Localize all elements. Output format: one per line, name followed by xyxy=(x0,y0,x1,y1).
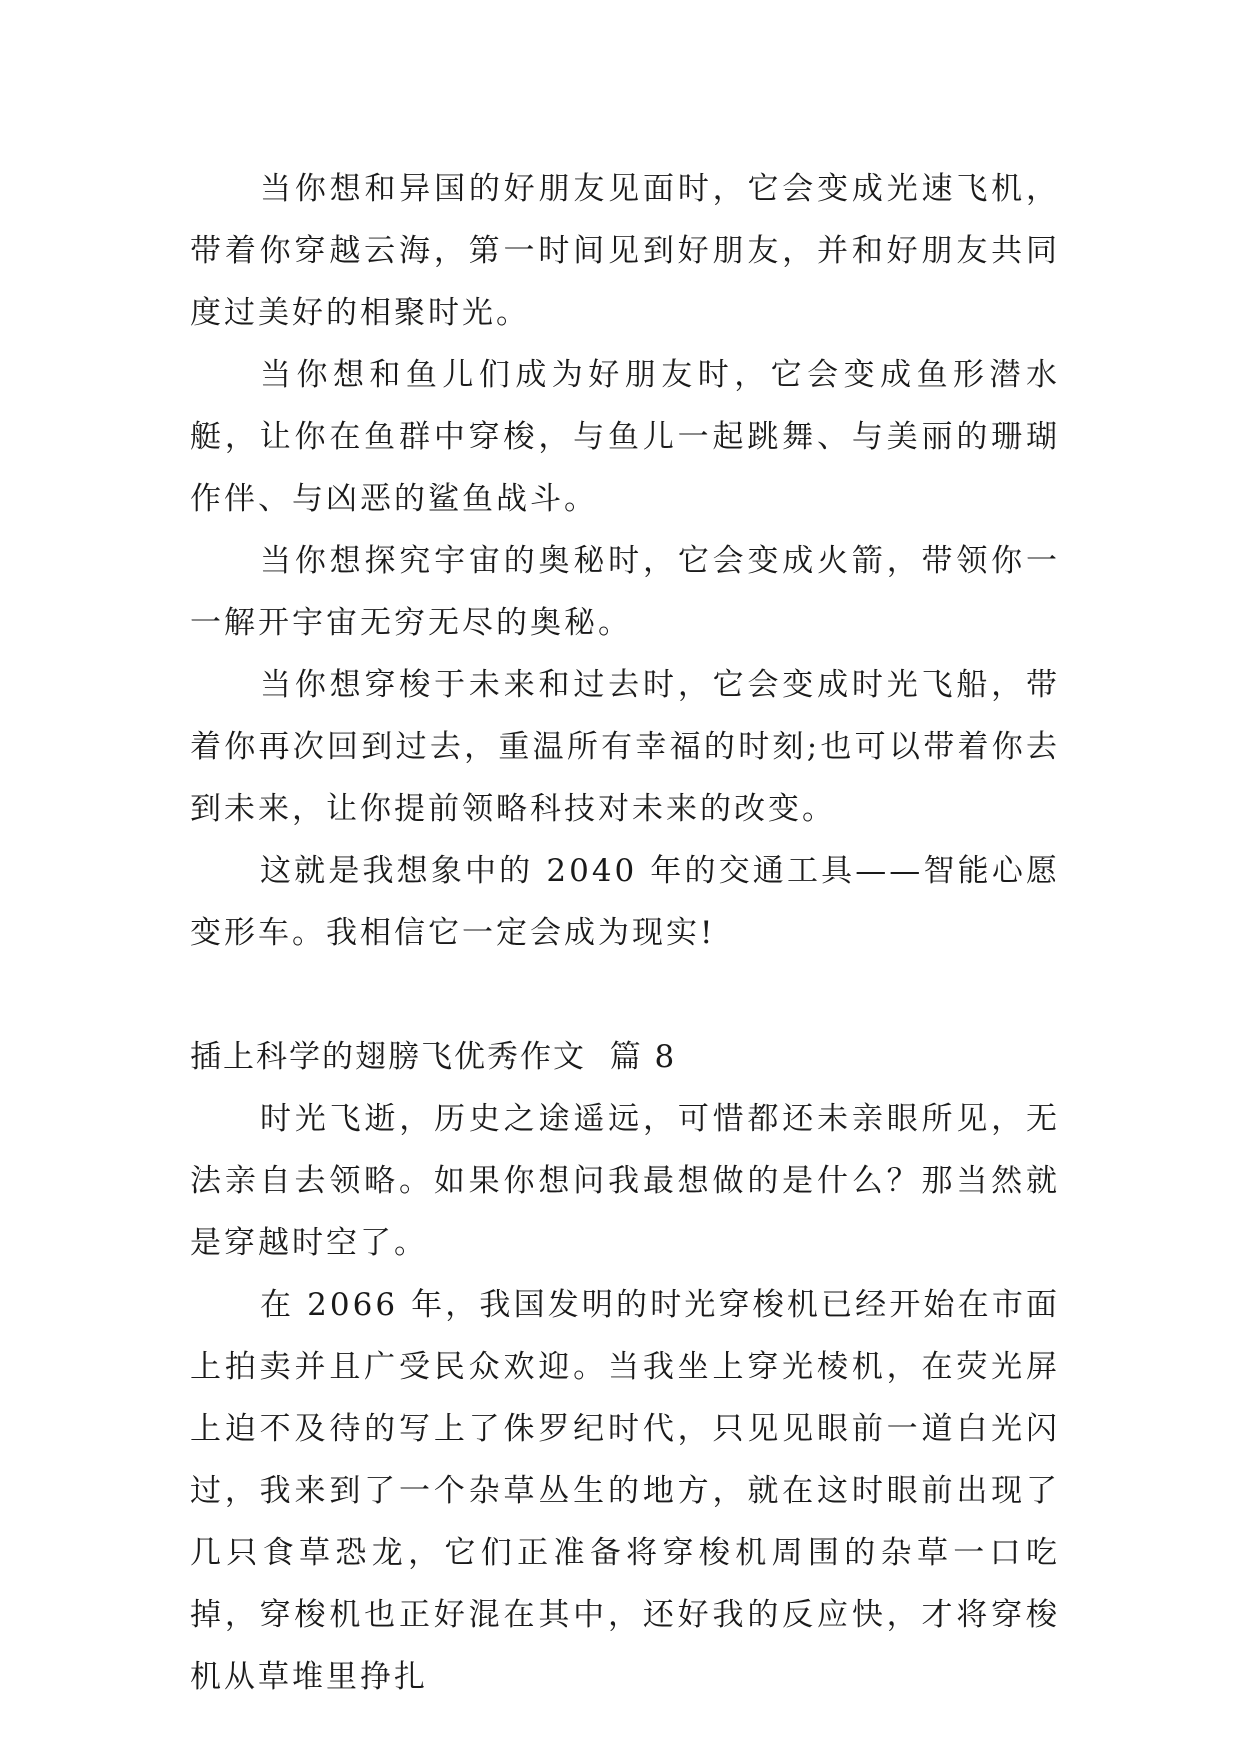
paragraph-conclusion: 这就是我想象中的 2040 年的交通工具——智能心愿变形车。我相信它一定会成为现实! xyxy=(190,853,1060,951)
paragraph-flying-plane: 当你想和异国的好朋友见面时，它会变成光速飞机，带着你穿越云海，第一时间见到好朋友，并和好朋友共同度过美好的相聚时光。 xyxy=(190,171,1060,331)
paragraph-time-ship: 当你想穿梭于未来和过去时，它会变成时光飞船，带着你再次回到过去，重温所有幸福的时刻;也可以带着你去到未来，让你提前领略科技对未来的改变。 xyxy=(190,667,1060,827)
paragraph-submarine: 当你想和鱼儿们成为好朋友时，它会变成鱼形潜水艇，让你在鱼群中穿梭，与鱼儿一起跳舞、与美丽的珊瑚作伴、与凶恶的鲨鱼战斗。 xyxy=(190,357,1060,517)
paragraph-time-machine-story: 在 2066 年，我国发明的时光穿梭机已经开始在市面上拍卖并且广受民众欢迎。当我坐上穿光棱机，在荧光屏上迫不及待的写上了侏罗纪时代，只见见眼前一道白光闪过，我来到了一个杂草丛生的地方，就在这时眼前出现了几只食草恐龙，它们正准备将穿梭机周围的杂草一口吃掉，穿梭机也正好混在其中，还好我的反应快，才将穿梭机从草堆里挣扎 xyxy=(190,1287,1060,1695)
document-body xyxy=(190,158,1060,1708)
paragraph-time-travel-intro: 时光飞逝，历史之途遥远，可惜都还未亲眼所见，无法亲自去领略。如果你想问我最想做的是什么？那当然就是穿越时空了。 xyxy=(190,1101,1060,1261)
section-heading: 插上科学的翅膀飞优秀作文 篇 8 xyxy=(190,1039,677,1075)
paragraph-rocket: 当你想探究宇宙的奥秘时，它会变成火箭，带领你一一解开宇宙无穷无尽的奥秘。 xyxy=(190,543,1060,641)
